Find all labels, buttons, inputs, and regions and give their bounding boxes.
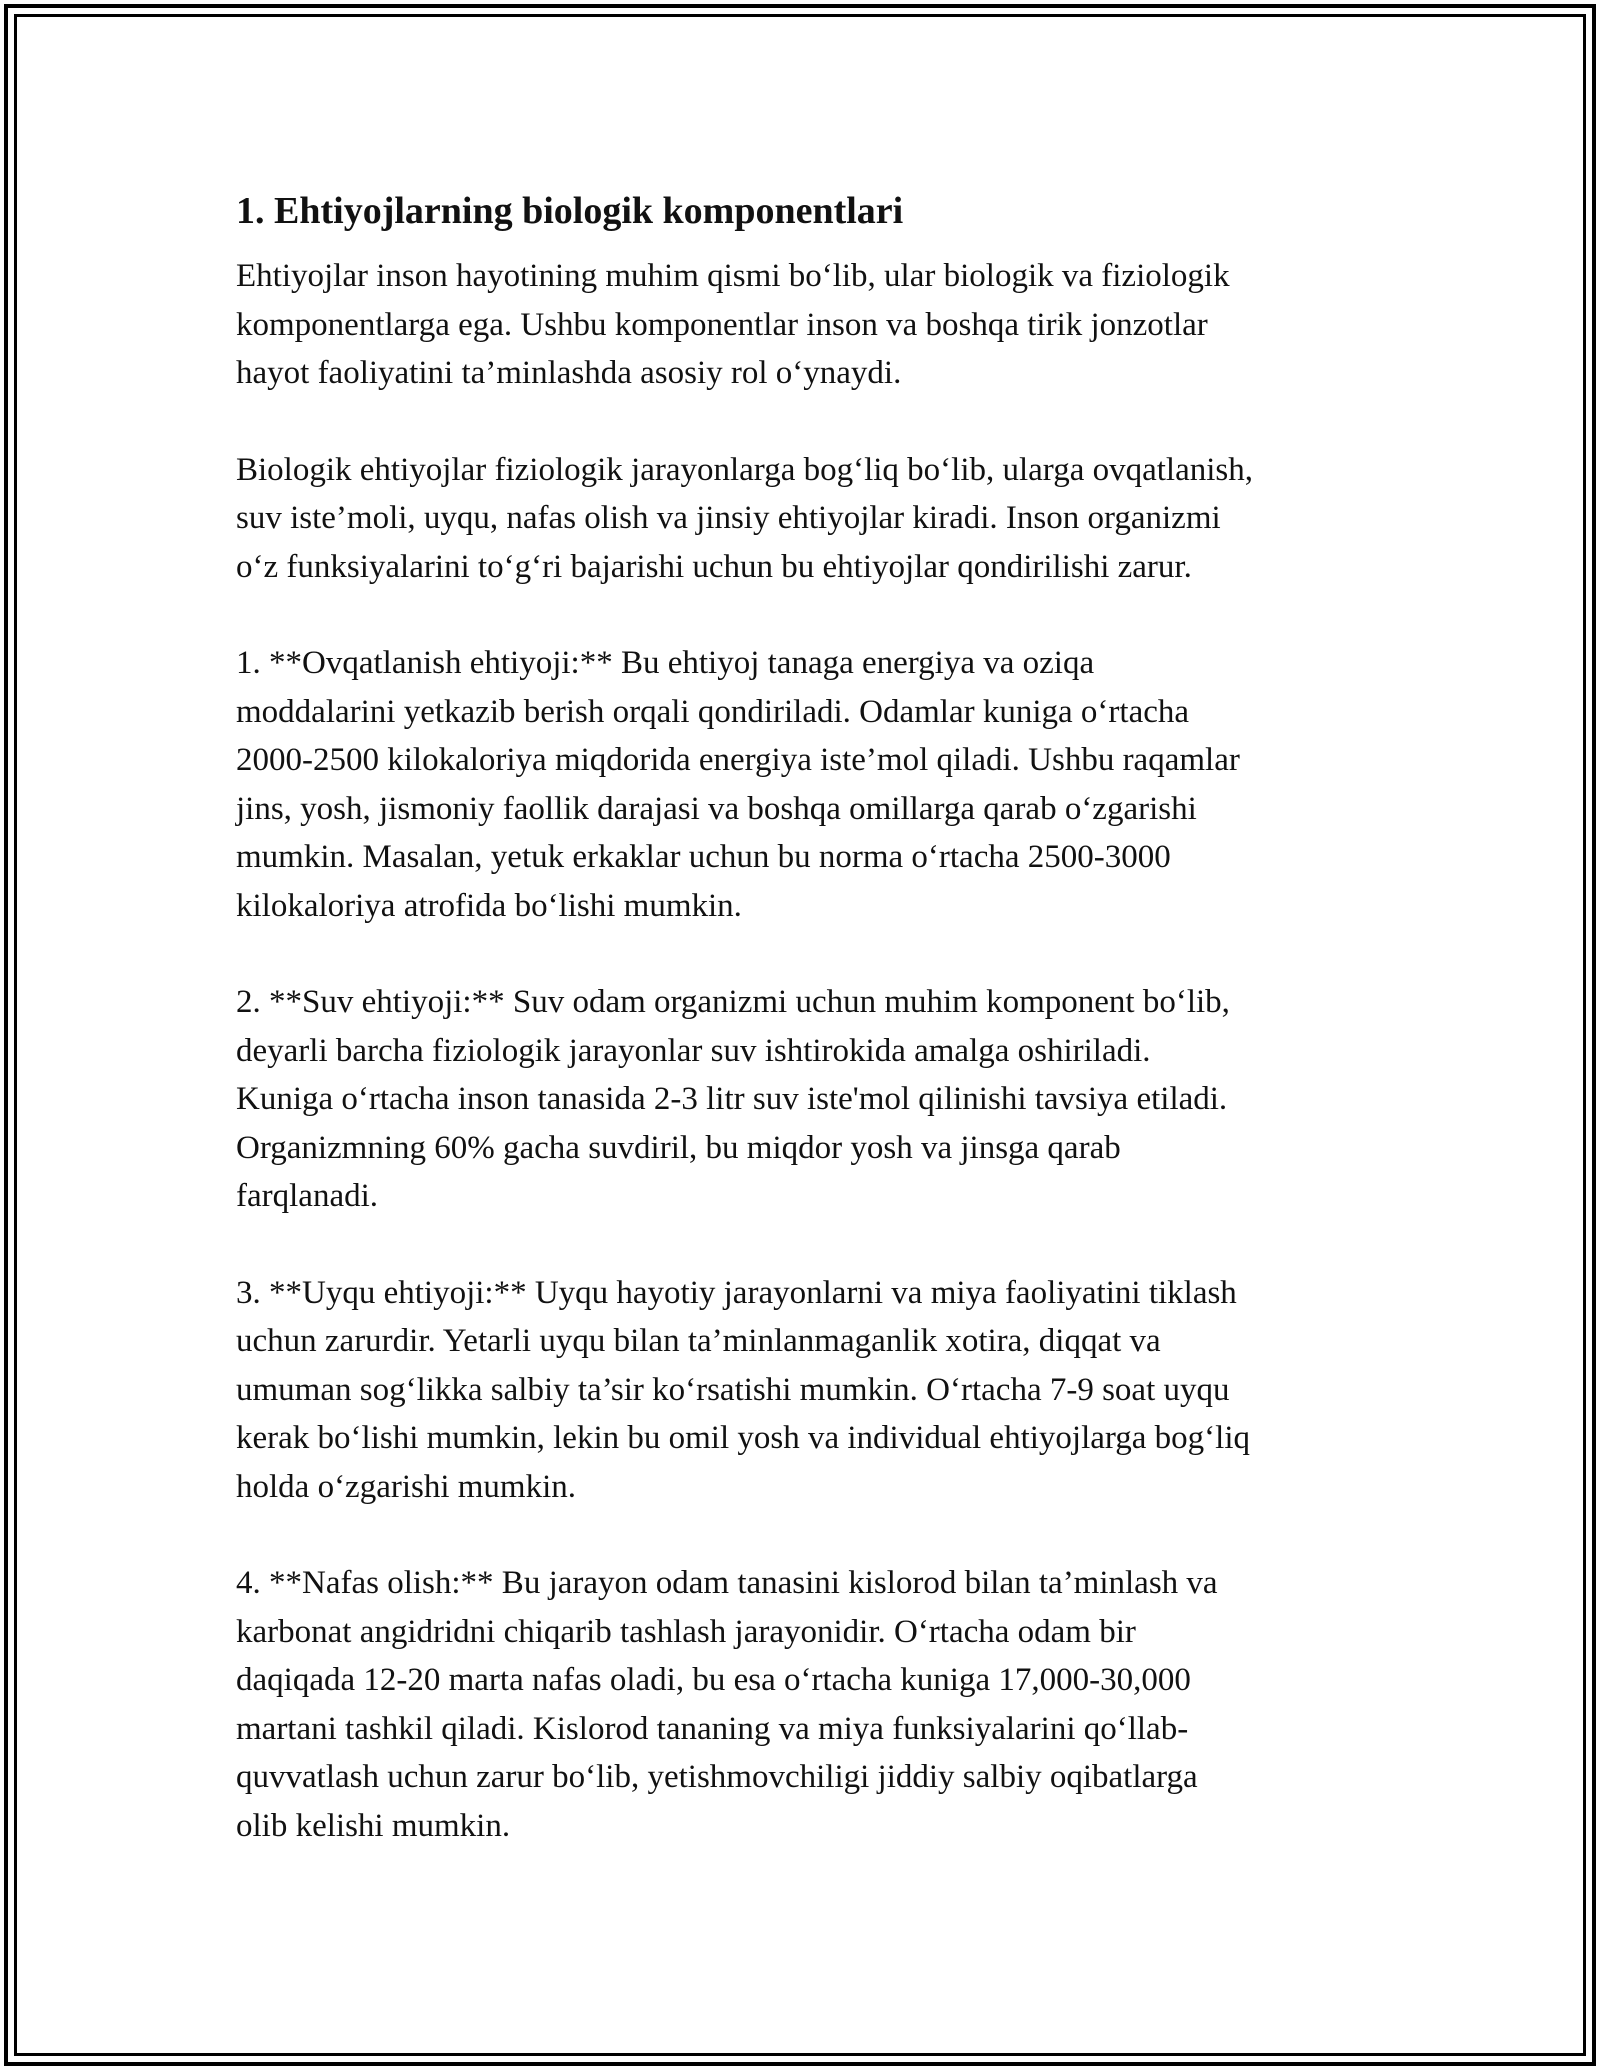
paragraph-nutrition-need: 1. **Ovqatlanish ehtiyoji:** Bu ehtiyoj tanaga energiya va oziqa moddalarini yetkazib berish orqali qondiriladi. Odamlar kuniga o‘rtacha 2000-2500 kilokaloriya miqdorida energiya iste’mol qiladi. Ushbu raqamlar jins, yosh, jismoniy faollik darajasi va boshqa omillarga qarab o‘zgarishi mumkin. Masalan, yetuk erkaklar uchun bu norma o‘rtacha 2500-3000 kilokaloriya atrofida bo‘lishi mumkin. (236, 645, 1240, 924)
paragraph-intro: Ehtiyojlar inson hayotining muhim qismi bo‘lib, ular biologik va fiziologik komponentlarga ega. Ushbu komponentlar inson va boshqa tirik jonzotlar hayot faoliyatini ta’minlashda asosiy rol o‘ynaydi. (236, 258, 1230, 391)
paragraph-water-need: 2. **Suv ehtiyoji:** Suv odam organizmi uchun muhim komponent bo‘lib, deyarli barcha fiziologik jarayonlar suv ishtirokida amalga oshiriladi. Kuniga o‘rtacha inson tanasida 2-3 litr suv iste'mol qilinishi tavsiya etiladi. Organizmning 60% gacha suvdiril, bu miqdor yosh va jinsga qarab farqlanadi. (236, 984, 1230, 1214)
paragraph-biological-needs: Biologik ehtiyojlar fiziologik jarayonlarga bog‘liq bo‘lib, ularga ovqatlanish, suv iste’moli, uyqu, nafas olish va jinsiy ehtiyojlar kiradi. Inson organizmi o‘z funksiyalarini to‘g‘ri bajarishi uchun bu ehtiyojlar qondirilishi zarur. (236, 451, 1253, 585)
paragraph-sleep-need: 3. **Uyqu ehtiyoji:** Uyqu hayotiy jarayonlarni va miya faoliyatini tiklash uchun zarurdir. Yetarli uyqu bilan ta’minlanmaganlik xotira, diqqat va umuman sog‘likka salbiy ta’sir ko‘rsatishi mumkin. O‘rtacha 7-9 soat uyqu kerak bo‘lishi mumkin, lekin bu omil yosh va individual ehtiyojlarga bog‘liq holda o‘zgarishi mumkin. (236, 1274, 1251, 1505)
document-body (236, 186, 1386, 1898)
section-heading: 1. Ehtiyojlarning biologik komponentlari (236, 190, 904, 232)
paragraph-breathing: 4. **Nafas olish:** Bu jarayon odam tanasini kislorod bilan ta’minlash va karbonat angidridni chiqarib tashlash jarayonidir. O‘rtacha odam bir daqiqada 12-20 marta nafas oladi, bu esa o‘rtacha kuniga 17,000-30,000 martani tashkil qiladi. Kislorod tananing va miya funksiyalarini qo‘llab- quvvatlash uchun zarur bo‘lib, yetishmovchiligi jiddiy salbiy oqibatlarga olib kelishi mumkin. (236, 1565, 1218, 1844)
